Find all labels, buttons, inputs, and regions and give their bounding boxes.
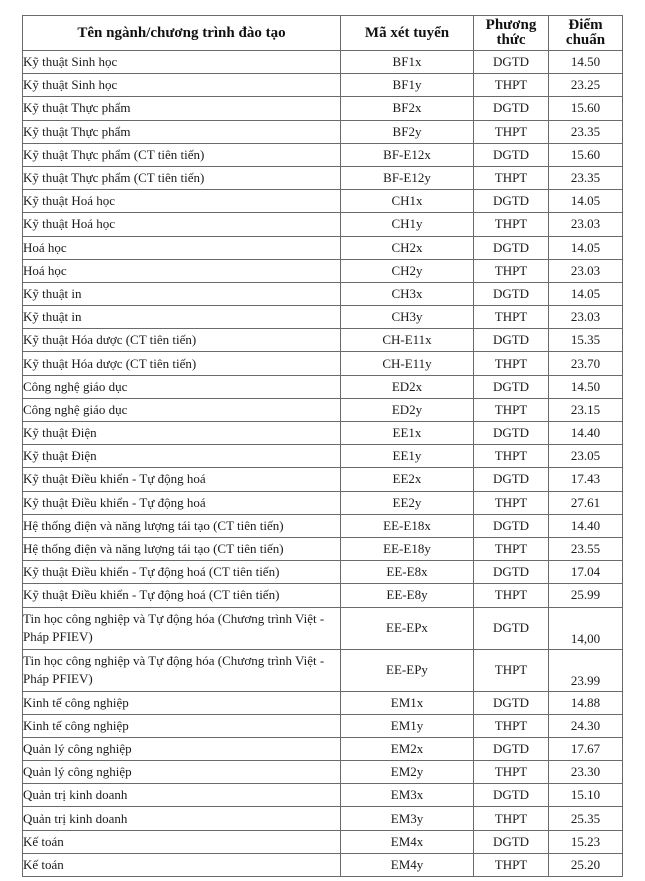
admission-code-cell: EM3x xyxy=(341,784,474,807)
program-name-cell: Hoá học xyxy=(23,236,341,259)
admission-code-cell: BF1y xyxy=(341,74,474,97)
admission-code-cell: BF2y xyxy=(341,120,474,143)
table-row xyxy=(23,329,623,352)
table-row xyxy=(23,190,623,213)
header-admission-code: Mã xét tuyển xyxy=(341,16,474,51)
method-cell: DGTD xyxy=(474,784,549,807)
table-row xyxy=(23,97,623,120)
method-cell: THPT xyxy=(474,649,549,691)
cutoff-score-cell: 15.23 xyxy=(549,830,623,853)
table-row xyxy=(23,282,623,305)
program-name-cell: Quản trị kinh doanh xyxy=(23,784,341,807)
program-name-cell: Hệ thống điện và năng lượng tái tạo (CT tiên tiến) xyxy=(23,514,341,537)
table-row xyxy=(23,445,623,468)
program-name-cell: Kỹ thuật Điện xyxy=(23,445,341,468)
method-cell: DGTD xyxy=(474,375,549,398)
cutoff-score-cell: 14.05 xyxy=(549,190,623,213)
table-row xyxy=(23,143,623,166)
table-row xyxy=(23,468,623,491)
cutoff-score-cell: 15.60 xyxy=(549,97,623,120)
cutoff-score-cell: 14.40 xyxy=(549,422,623,445)
program-name-cell: Kinh tế công nghiệp xyxy=(23,714,341,737)
admission-code-cell: BF1x xyxy=(341,51,474,74)
cutoff-score-cell: 15.60 xyxy=(549,143,623,166)
table-row xyxy=(23,213,623,236)
method-cell: DGTD xyxy=(474,561,549,584)
method-cell: DGTD xyxy=(474,737,549,760)
program-name-cell: Công nghệ giáo dục xyxy=(23,375,341,398)
table-row xyxy=(23,830,623,853)
cutoff-score-cell: 15.35 xyxy=(549,329,623,352)
admission-code-cell: ED2y xyxy=(341,398,474,421)
admission-code-cell: EM3y xyxy=(341,807,474,830)
table-body xyxy=(23,51,623,877)
table-row xyxy=(23,491,623,514)
method-cell: THPT xyxy=(474,761,549,784)
admission-code-cell: EM2x xyxy=(341,737,474,760)
admission-code-cell: CH3x xyxy=(341,282,474,305)
cutoff-score-cell: 17.43 xyxy=(549,468,623,491)
method-cell: THPT xyxy=(474,398,549,421)
admission-code-cell: CH1x xyxy=(341,190,474,213)
program-name-cell: Kỹ thuật Sinh học xyxy=(23,51,341,74)
cutoff-score-cell: 14.50 xyxy=(549,51,623,74)
cutoff-score-cell: 14,00 xyxy=(549,607,623,649)
table-row xyxy=(23,784,623,807)
cutoff-score-cell: 23.99 xyxy=(549,649,623,691)
program-name-cell: Kỹ thuật Thực phẩm (CT tiên tiến) xyxy=(23,166,341,189)
program-name-cell: Kỹ thuật in xyxy=(23,282,341,305)
admission-code-cell: EE-E18x xyxy=(341,514,474,537)
table-row xyxy=(23,375,623,398)
cutoff-score-cell: 15.10 xyxy=(549,784,623,807)
method-cell: THPT xyxy=(474,120,549,143)
admission-code-cell: BF-E12x xyxy=(341,143,474,166)
method-cell: DGTD xyxy=(474,97,549,120)
method-cell: THPT xyxy=(474,537,549,560)
cutoff-score-cell: 25.99 xyxy=(549,584,623,607)
method-cell: THPT xyxy=(474,853,549,876)
header-cutoff-score: Điểm chuẩn xyxy=(549,16,623,51)
method-cell: THPT xyxy=(474,807,549,830)
table-header-row xyxy=(23,16,623,51)
method-cell: DGTD xyxy=(474,51,549,74)
table-row xyxy=(23,537,623,560)
program-name-cell: Kỹ thuật Điều khiển - Tự động hoá (CT tiên tiến) xyxy=(23,561,341,584)
admission-code-cell: EE-E8x xyxy=(341,561,474,584)
table-row xyxy=(23,607,623,649)
table-row xyxy=(23,306,623,329)
cutoff-score-cell: 23.15 xyxy=(549,398,623,421)
program-name-cell: Tin học công nghiệp và Tự động hóa (Chương trình Việt - Pháp PFIEV) xyxy=(23,649,341,691)
method-cell: DGTD xyxy=(474,236,549,259)
program-name-cell: Kỹ thuật Hoá học xyxy=(23,213,341,236)
admission-code-cell: EE-E8y xyxy=(341,584,474,607)
table-row xyxy=(23,649,623,691)
program-name-cell: Kỹ thuật Điều khiển - Tự động hoá xyxy=(23,468,341,491)
table-row xyxy=(23,398,623,421)
program-name-cell: Kỹ thuật Thực phẩm xyxy=(23,97,341,120)
admission-code-cell: CH-E11x xyxy=(341,329,474,352)
method-cell: DGTD xyxy=(474,830,549,853)
cutoff-score-cell: 25.20 xyxy=(549,853,623,876)
cutoff-score-cell: 23.70 xyxy=(549,352,623,375)
admission-code-cell: CH3y xyxy=(341,306,474,329)
program-name-cell: Kỹ thuật Điện xyxy=(23,422,341,445)
cutoff-score-cell: 23.35 xyxy=(549,120,623,143)
method-cell: DGTD xyxy=(474,422,549,445)
table-row xyxy=(23,422,623,445)
program-name-cell: Hoá học xyxy=(23,259,341,282)
table-row xyxy=(23,120,623,143)
program-name-cell: Kỹ thuật Điều khiển - Tự động hoá (CT tiên tiến) xyxy=(23,584,341,607)
table-row xyxy=(23,561,623,584)
cutoff-score-cell: 23.03 xyxy=(549,259,623,282)
cutoff-score-cell: 23.03 xyxy=(549,213,623,236)
method-cell: THPT xyxy=(474,74,549,97)
header-program-name: Tên ngành/chương trình đào tạo xyxy=(23,16,341,51)
table-row xyxy=(23,691,623,714)
program-name-cell: Kinh tế công nghiệp xyxy=(23,691,341,714)
table-row xyxy=(23,807,623,830)
cutoff-score-cell: 23.55 xyxy=(549,537,623,560)
cutoff-score-cell: 24.30 xyxy=(549,714,623,737)
method-cell: DGTD xyxy=(474,514,549,537)
cutoff-score-cell: 23.05 xyxy=(549,445,623,468)
cutoff-score-cell: 17.67 xyxy=(549,737,623,760)
cutoff-score-cell: 23.03 xyxy=(549,306,623,329)
cutoff-score-cell: 25.35 xyxy=(549,807,623,830)
method-cell: DGTD xyxy=(474,329,549,352)
program-name-cell: Kỹ thuật Thực phẩm xyxy=(23,120,341,143)
method-cell: DGTD xyxy=(474,143,549,166)
admission-code-cell: EM1y xyxy=(341,714,474,737)
program-name-cell: Công nghệ giáo dục xyxy=(23,398,341,421)
method-cell: THPT xyxy=(474,259,549,282)
cutoff-score-cell: 23.25 xyxy=(549,74,623,97)
table-row xyxy=(23,51,623,74)
table-row xyxy=(23,74,623,97)
program-name-cell: Quản lý công nghiệp xyxy=(23,737,341,760)
program-name-cell: Kỹ thuật Hoá học xyxy=(23,190,341,213)
program-name-cell: Hệ thống điện và năng lượng tái tạo (CT tiên tiến) xyxy=(23,537,341,560)
program-name-cell: Quản lý công nghiệp xyxy=(23,761,341,784)
cutoff-score-cell: 14.05 xyxy=(549,236,623,259)
table-row xyxy=(23,714,623,737)
method-cell: DGTD xyxy=(474,190,549,213)
program-name-cell: Kỹ thuật Hóa dược (CT tiên tiến) xyxy=(23,352,341,375)
admission-code-cell: CH1y xyxy=(341,213,474,236)
method-cell: DGTD xyxy=(474,691,549,714)
cutoff-score-cell: 14.05 xyxy=(549,282,623,305)
program-name-cell: Quản trị kinh doanh xyxy=(23,807,341,830)
table-row xyxy=(23,761,623,784)
admission-code-cell: EM1x xyxy=(341,691,474,714)
table-row xyxy=(23,514,623,537)
table-row xyxy=(23,352,623,375)
program-name-cell: Kỹ thuật Thực phẩm (CT tiên tiến) xyxy=(23,143,341,166)
program-name-cell: Tin học công nghiệp và Tự động hóa (Chương trình Việt - Pháp PFIEV) xyxy=(23,607,341,649)
admission-code-cell: EE2x xyxy=(341,468,474,491)
program-name-cell: Kế toán xyxy=(23,830,341,853)
program-name-cell: Kỹ thuật in xyxy=(23,306,341,329)
table-row xyxy=(23,259,623,282)
method-cell: DGTD xyxy=(474,468,549,491)
method-cell: DGTD xyxy=(474,607,549,649)
cutoff-score-cell: 14.88 xyxy=(549,691,623,714)
cutoff-score-cell: 23.35 xyxy=(549,166,623,189)
method-cell: THPT xyxy=(474,584,549,607)
admission-code-cell: EE1x xyxy=(341,422,474,445)
admission-code-cell: EM4y xyxy=(341,853,474,876)
admission-code-cell: EE-EPy xyxy=(341,649,474,691)
admission-code-cell: EM2y xyxy=(341,761,474,784)
admission-code-cell: BF-E12y xyxy=(341,166,474,189)
cutoff-score-cell: 23.30 xyxy=(549,761,623,784)
table-row xyxy=(23,236,623,259)
header-method: Phương thức xyxy=(474,16,549,51)
table-row xyxy=(23,166,623,189)
admission-code-cell: ED2x xyxy=(341,375,474,398)
cutoff-score-cell: 14.50 xyxy=(549,375,623,398)
program-name-cell: Kế toán xyxy=(23,853,341,876)
admission-code-cell: BF2x xyxy=(341,97,474,120)
cutoff-score-cell: 27.61 xyxy=(549,491,623,514)
admission-code-cell: EE-E18y xyxy=(341,537,474,560)
method-cell: THPT xyxy=(474,306,549,329)
program-name-cell: Kỹ thuật Hóa dược (CT tiên tiến) xyxy=(23,329,341,352)
method-cell: THPT xyxy=(474,166,549,189)
program-name-cell: Kỹ thuật Sinh học xyxy=(23,74,341,97)
admission-code-cell: CH2x xyxy=(341,236,474,259)
admission-code-cell: EE2y xyxy=(341,491,474,514)
cutoff-score-cell: 14.40 xyxy=(549,514,623,537)
table-row xyxy=(23,737,623,760)
method-cell: THPT xyxy=(474,213,549,236)
method-cell: THPT xyxy=(474,491,549,514)
program-name-cell: Kỹ thuật Điều khiển - Tự động hoá xyxy=(23,491,341,514)
admission-scores-table xyxy=(22,15,623,877)
admission-code-cell: EE-EPx xyxy=(341,607,474,649)
method-cell: THPT xyxy=(474,445,549,468)
table-row xyxy=(23,584,623,607)
method-cell: THPT xyxy=(474,352,549,375)
admission-code-cell: EE1y xyxy=(341,445,474,468)
table-row xyxy=(23,853,623,876)
cutoff-score-cell: 17.04 xyxy=(549,561,623,584)
admission-code-cell: EM4x xyxy=(341,830,474,853)
method-cell: THPT xyxy=(474,714,549,737)
method-cell: DGTD xyxy=(474,282,549,305)
admission-code-cell: CH2y xyxy=(341,259,474,282)
admission-code-cell: CH-E11y xyxy=(341,352,474,375)
